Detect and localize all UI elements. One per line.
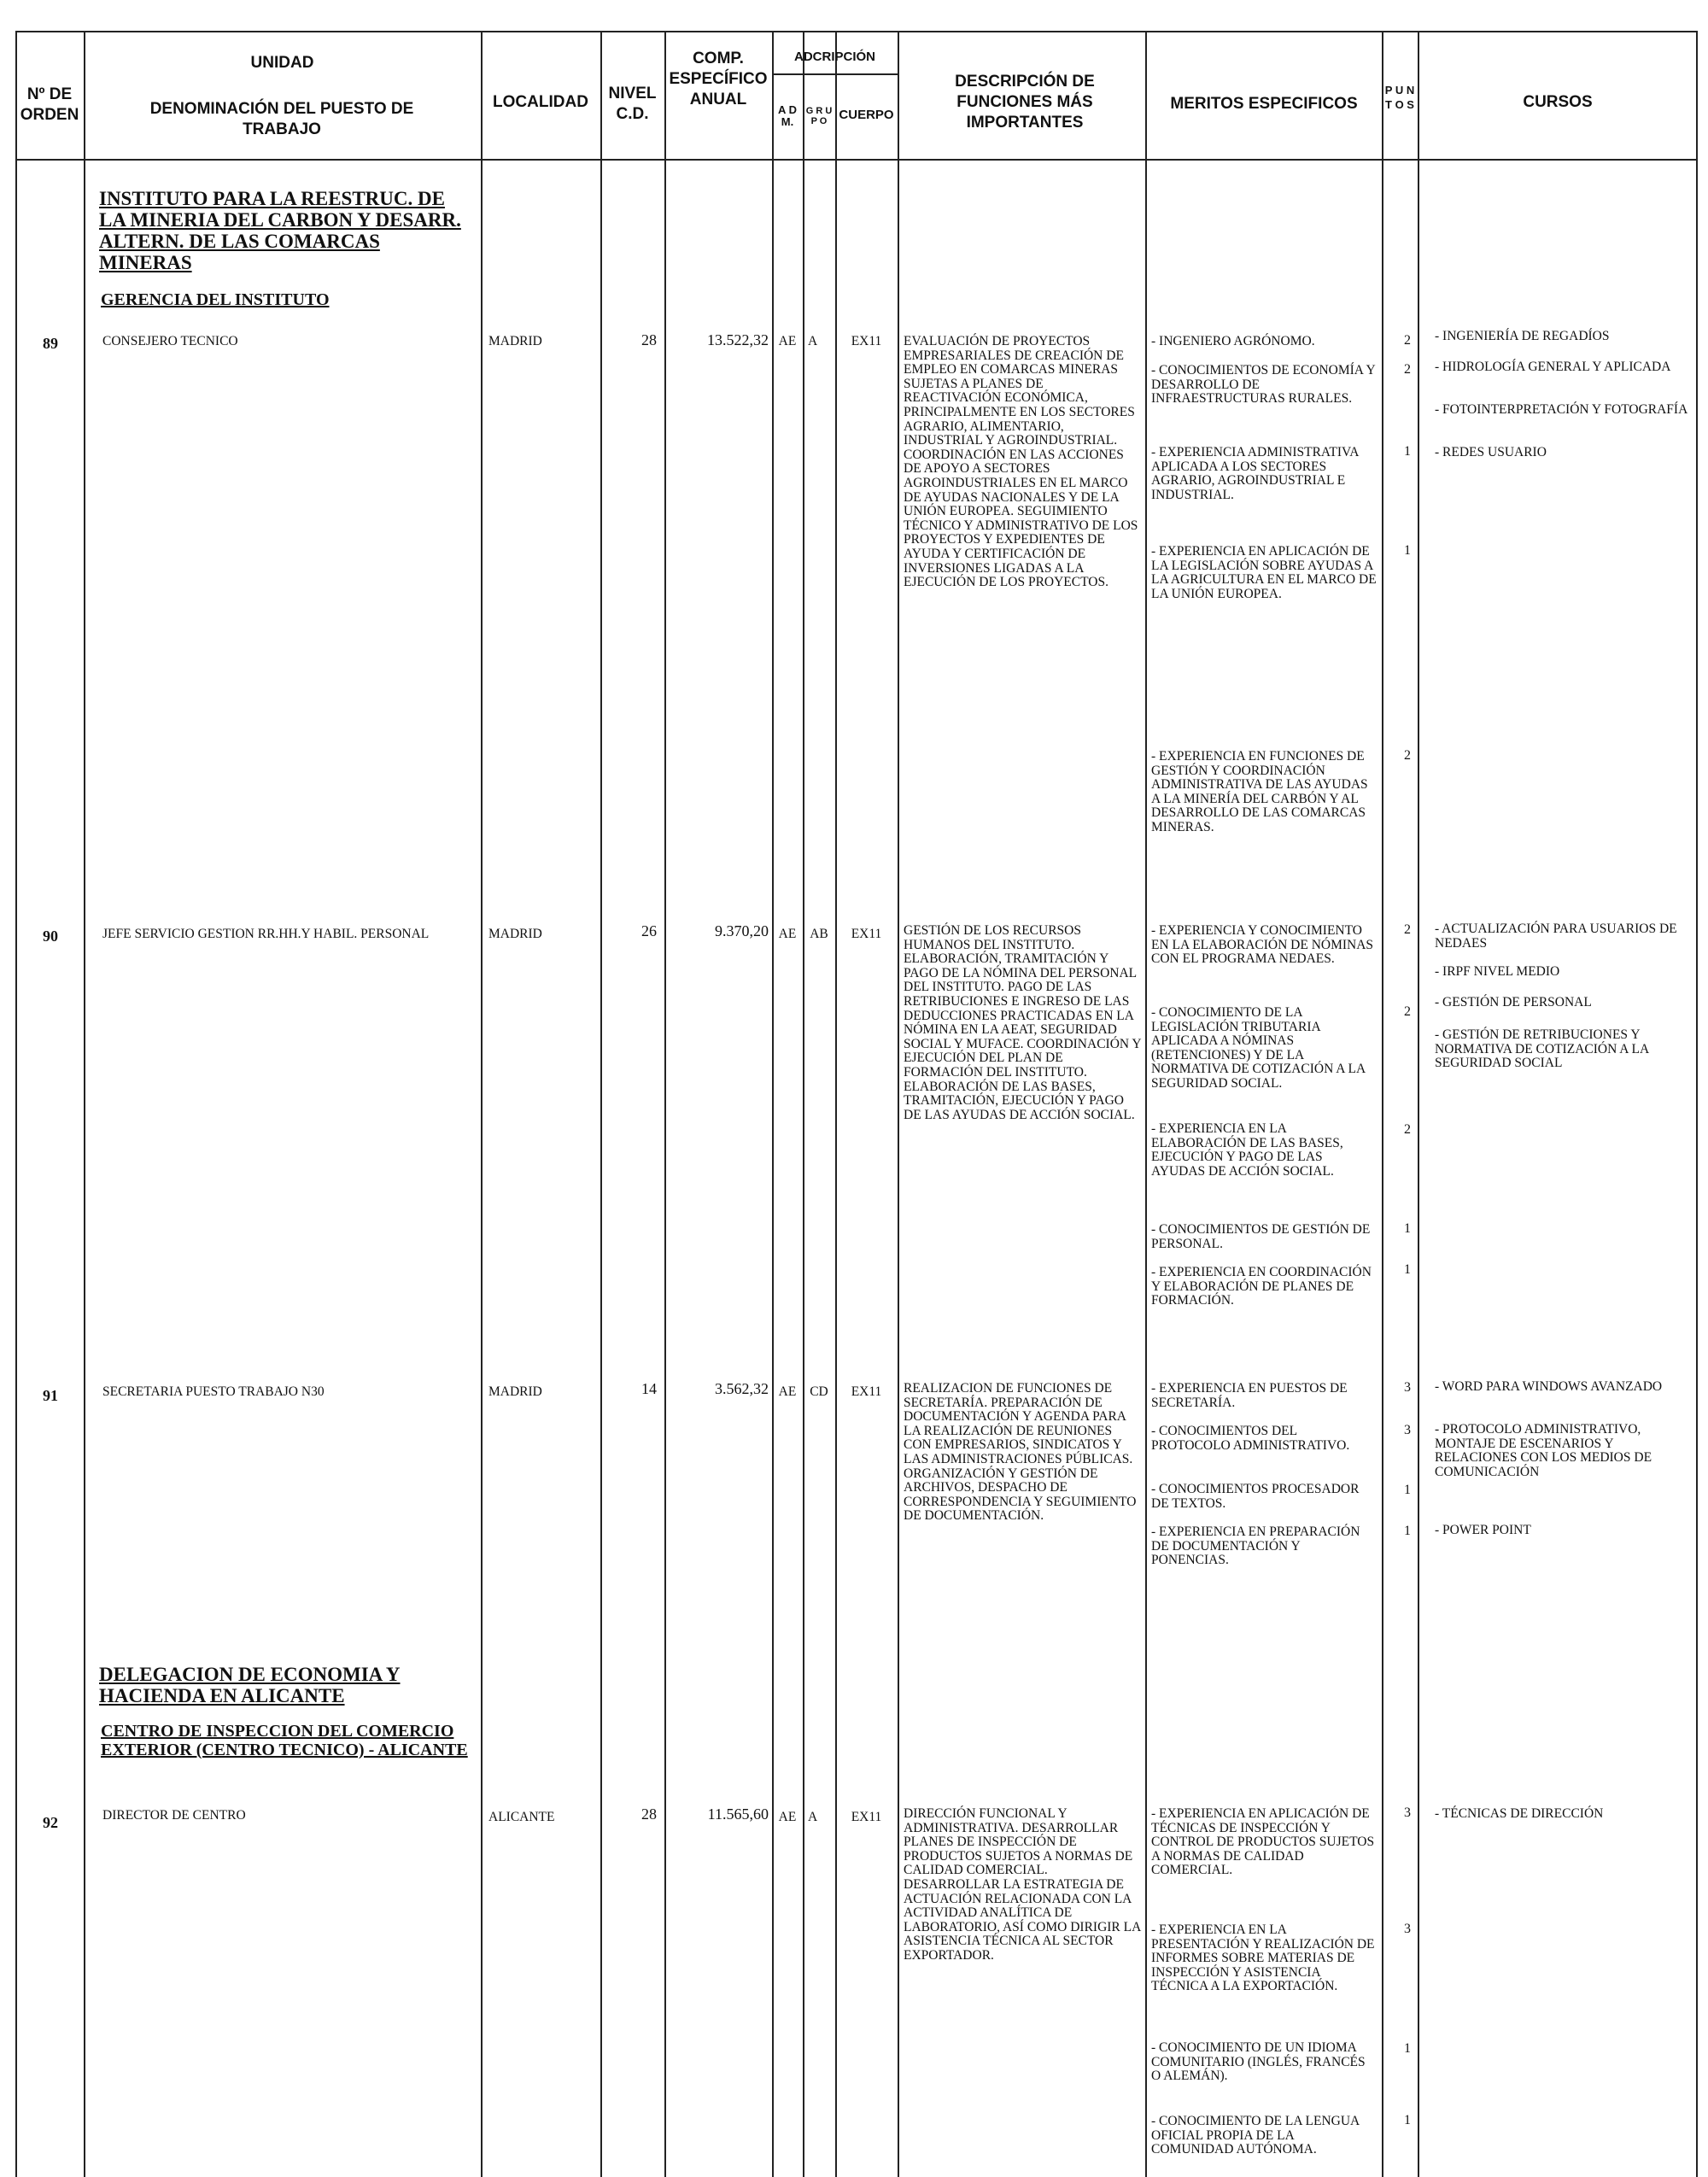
merito-puntos: 1: [1404, 2041, 1411, 2056]
row-descripcion: GESTIÓN DE LOS RECURSOS HUMANOS DEL INSTITUTO. ELABORACIÓN, TRAMITACIÓN Y PAGO DE LA NÓMINA DEL PERSONAL DEL INSTITUTO. PAGO DE LAS RETRIBUCIONES E INGRESO DE LAS DEDUCCIONES PRACTICADAS EN LA NÓMINA EN LA AEAT, SEGURIDAD SOCIAL Y MUFACE. COORDINACIÓN Y EJECUCIÓN DEL PLAN DE FORMACIÓN DEL INSTITUTO. ELABORACIÓN DE LAS BASES, TRAMITACIÓN, EJECUCIÓN Y PAGO DE LAS AYUDAS DE ACCIÓN SOCIAL.: [904, 923, 1142, 1122]
merito-item: - INGENIERO AGRÓNOMO.: [1151, 334, 1315, 348]
merito-item: - EXPERIENCIA EN FUNCIONES DE GESTIÓN Y COORDINACIÓN ADMINISTRATIVA DE LAS AYUDAS A LA MINERÍA DEL CARBÓN Y AL DESARROLLO DE LAS COMARCAS MINERAS.: [1151, 749, 1368, 834]
row-grupo: A: [808, 334, 818, 348]
row-orden: 89: [43, 335, 58, 352]
row-adm: AE: [778, 1384, 797, 1399]
row-comp: 13.522,32: [707, 331, 769, 348]
row-orden: 90: [43, 928, 58, 945]
curso-item: - GESTIÓN DE PERSONAL: [1435, 995, 1592, 1009]
header-descripcion: DESCRIPCIÓN DE FUNCIONES MÁS IMPORTANTES: [955, 73, 1095, 132]
curso-item: - GESTIÓN DE RETRIBUCIONES Y NORMATIVA DE COTIZACIÓN A LA SEGURIDAD SOCIAL: [1435, 1027, 1649, 1071]
merito-item: - EXPERIENCIA EN LA ELABORACIÓN DE LAS BASES, EJECUCIÓN Y PAGO DE LAS AYUDAS DE ACCIÓN SOCIAL.: [1151, 1121, 1343, 1179]
curso-item: - HIDROLOGÍA GENERAL Y APLICADA: [1435, 360, 1671, 374]
merito-puntos: 1: [1404, 444, 1411, 459]
header-orden: Nº DE ORDEN: [20, 85, 79, 124]
merito-puntos: 2: [1404, 1122, 1411, 1137]
column-divider: [803, 31, 804, 2177]
curso-item: - IRPF NIVEL MEDIO: [1435, 964, 1560, 979]
row-cuerpo: EX11: [851, 1384, 882, 1399]
row-comp: 9.370,20: [715, 922, 769, 939]
merito-item: - CONOCIMIENTOS DE GESTIÓN DE PERSONAL.: [1151, 1222, 1371, 1251]
row-nivel: 28: [641, 331, 657, 348]
merito-item: - EXPERIENCIA EN PREPARACIÓN DE DOCUMENTACIÓN Y PONENCIAS.: [1151, 1524, 1360, 1568]
row-descripcion: DIRECCIÓN FUNCIONAL Y ADMINISTRATIVA. DESARROLLAR PLANES DE INSPECCIÓN DE PRODUCTOS SUJETOS A NORMAS DE CALIDAD COMERCIAL. DESARROLLAR LA ESTRATEGIA DE ACTUACIÓN RELACIONADA CON LA ACTIVIDAD ANALÍTICA DE LABORATORIO, ASÍ COMO DIRIGIR LA ASISTENCIA TÉCNICA AL SECTOR EXPORTADOR.: [904, 1806, 1141, 1963]
merito-puntos: 2: [1404, 922, 1411, 937]
row-grupo: A: [808, 1810, 818, 1824]
section-subtitle: GERENCIA DEL INSTITUTO: [101, 290, 330, 309]
merito-puntos: 3: [1404, 1922, 1411, 1936]
row-puesto: JEFE SERVICIO GESTION RR.HH.Y HABIL. PERSONAL: [102, 927, 430, 941]
row-localidad: ALICANTE: [488, 1810, 555, 1824]
merito-puntos: 1: [1404, 1221, 1411, 1236]
merito-item: - EXPERIENCIA EN APLICACIÓN DE TÉCNICAS DE INSPECCIÓN Y CONTROL DE PRODUCTOS SUJETOS A NORMAS DE CALIDAD COMERCIAL.: [1151, 1806, 1375, 1878]
row-localidad: MADRID: [488, 927, 542, 941]
column-divider: [600, 31, 602, 2177]
row-cuerpo: EX11: [851, 927, 882, 941]
curso-item: - TÉCNICAS DE DIRECCIÓN: [1435, 1806, 1604, 1821]
merito-puntos: 1: [1404, 1483, 1411, 1497]
row-localidad: MADRID: [488, 334, 542, 348]
row-grupo: CD: [810, 1384, 828, 1399]
curso-item: - ACTUALIZACIÓN PARA USUARIOS DE NEDAES: [1435, 922, 1677, 951]
merito-puntos: 2: [1404, 748, 1411, 763]
header-bottom-rule: [15, 159, 1698, 161]
table-frame: [15, 31, 1698, 2177]
column-divider: [664, 31, 666, 2177]
merito-item: - CONOCIMIENTO DE LA LEGISLACIÓN TRIBUTARIA APLICADA A NÓMINAS (RETENCIONES) Y DE LA NORMATIVA DE COTIZACIÓN A LA SEGURIDAD SOCIAL.: [1151, 1005, 1366, 1091]
row-comp: 3.562,32: [715, 1380, 769, 1397]
column-divider: [835, 31, 837, 2177]
merito-item: - EXPERIENCIA EN COORDINACIÓN Y ELABORACIÓN DE PLANES DE FORMACIÓN.: [1151, 1265, 1372, 1308]
merito-puntos: 3: [1404, 1805, 1411, 1820]
row-nivel: 26: [641, 922, 657, 939]
curso-item: - WORD PARA WINDOWS AVANZADO: [1435, 1379, 1663, 1394]
row-adm: AE: [778, 927, 797, 941]
merito-item: - CONOCIMIENTOS DEL PROTOCOLO ADMINISTRATIVO.: [1151, 1424, 1350, 1453]
header-adm: A D M.: [778, 103, 797, 128]
row-puesto: SECRETARIA PUESTO TRABAJO N30: [102, 1384, 325, 1399]
merito-puntos: 1: [1404, 1524, 1411, 1538]
merito-puntos: 3: [1404, 1423, 1411, 1437]
column-divider: [84, 31, 85, 2177]
merito-puntos: 1: [1404, 1262, 1411, 1277]
merito-puntos: 2: [1404, 362, 1411, 377]
header-puntos: P U N T O S: [1384, 84, 1415, 111]
row-orden: 92: [43, 1814, 58, 1831]
merito-item: - CONOCIMIENTOS DE ECONOMÍA Y DESARROLLO DE INFRAESTRUCTURAS RURALES.: [1151, 363, 1376, 407]
header-cuerpo: CUERPO: [839, 108, 894, 122]
section-title: DELEGACION DE ECONOMIA Y HACIENDA EN ALICANTE: [99, 1664, 401, 1706]
row-nivel: 14: [641, 1380, 657, 1397]
row-cuerpo: EX11: [851, 1810, 882, 1824]
merito-item: - EXPERIENCIA EN PUESTOS DE SECRETARÍA.: [1151, 1381, 1348, 1410]
merito-puntos: 2: [1404, 333, 1411, 348]
header-grupo: G R U P O: [805, 106, 833, 126]
header-adcripcion: ADCRIPCIÓN: [793, 50, 875, 64]
section-title: INSTITUTO PARA LA REESTRUC. DE LA MINERIA DEL CARBON Y DESARR. ALTERN. DE LAS COMARCAS MINERAS: [99, 188, 461, 273]
row-cuerpo: EX11: [851, 334, 882, 348]
row-descripcion: REALIZACION DE FUNCIONES DE SECRETARÍA. PREPARACIÓN DE DOCUMENTACIÓN Y AGENDA PARA LA REALIZACIÓN DE REUNIONES CON EMPRESARIOS, SINDICATOS Y LAS ADMINISTRACIONES PÚBLICAS. ORGANIZACIÓN Y GESTIÓN DE ARCHIVOS, DESPACHO DE CORRESPONDENCIA Y SEGUIMIENTO DE DOCUMENTACIÓN.: [904, 1381, 1137, 1524]
merito-puntos: 1: [1404, 2113, 1411, 2127]
merito-puntos: 1: [1404, 543, 1411, 558]
merito-item: - CONOCIMIENTOS PROCESADOR DE TEXTOS.: [1151, 1482, 1360, 1511]
merito-item: - EXPERIENCIA ADMINISTRATIVA APLICADA A LOS SECTORES AGRARIO, AGROINDUSTRIAL E INDUSTRIAL.: [1151, 445, 1359, 502]
merito-item: - EXPERIENCIA EN LA PRESENTACIÓN Y REALIZACIÓN DE INFORMES SOBRE MATERIAS DE INSPECCIÓN Y ASISTENCIA TÉCNICA A LA EXPORTACIÓN.: [1151, 1922, 1375, 1994]
column-divider: [772, 31, 774, 2177]
merito-puntos: 3: [1404, 1380, 1411, 1395]
section-subtitle: CENTRO DE INSPECCION DEL COMERCIO EXTERIOR (CENTRO TECNICO) - ALICANTE: [101, 1722, 468, 1759]
row-orden: 91: [43, 1387, 58, 1404]
column-divider: [1382, 31, 1383, 2177]
row-puesto: DIRECTOR DE CENTRO: [102, 1808, 246, 1823]
row-localidad: MADRID: [488, 1384, 542, 1399]
curso-item: - POWER POINT: [1435, 1523, 1531, 1537]
row-adm: AE: [778, 1810, 797, 1824]
column-divider: [1418, 31, 1419, 2177]
header-localidad: LOCALIDAD: [493, 93, 588, 111]
header-meritos: MERITOS ESPECIFICOS: [1170, 95, 1358, 113]
header-cursos: CURSOS: [1523, 93, 1593, 111]
merito-puntos: 2: [1404, 1004, 1411, 1019]
row-grupo: AB: [810, 927, 828, 941]
merito-item: - CONOCIMIENTO DE UN IDIOMA COMUNITARIO (INGLÉS, FRANCÉS O ALEMÁN).: [1151, 2040, 1366, 2084]
curso-item: - FOTOINTERPRETACIÓN Y FOTOGRAFÍA: [1435, 402, 1688, 417]
row-descripcion: EVALUACIÓN DE PROYECTOS EMPRESARIALES DE CREACIÓN DE EMPLEO EN COMARCAS MINERAS SUJETAS A PLANES DE REACTIVACIÓN ECONÓMICA, PRINCIPALMENTE EN LOS SECTORES AGRARIO, ALIMENTARIO, INDUSTRIAL Y AGROINDUSTRIAL. COORDINACIÓN EN LAS ACCIONES DE APOYO A SECTORES AGROINDUSTRIALES EN EL MARCO DE AYUDAS NACIONALES Y DE LA UNIÓN EUROPEA. SEGUIMIENTO TÉCNICO Y ADMINISTRATIVO DE LOS PROYECTOS Y EXPEDIENTES DE AYUDA Y CERTIFICACIÓN DE INVERSIONES LIGADAS A LA EJECUCIÓN DE LOS PROYECTOS.: [904, 334, 1138, 590]
column-divider: [898, 31, 899, 2177]
row-puesto: CONSEJERO TECNICO: [102, 334, 238, 348]
column-divider: [1145, 31, 1147, 2177]
row-nivel: 28: [641, 1805, 657, 1823]
header-comp: COMP. ESPECÍFICO ANUAL: [669, 50, 768, 108]
merito-item: - EXPERIENCIA Y CONOCIMIENTO EN LA ELABORACIÓN DE NÓMINAS CON EL PROGRAMA NEDAES.: [1151, 923, 1374, 967]
header-nivel: NIVEL C.D.: [608, 85, 657, 123]
header-denominacion: DENOMINACIÓN DEL PUESTO DE TRABAJO: [149, 100, 414, 138]
curso-item: - INGENIERÍA DE REGADÍOS: [1435, 329, 1610, 343]
header-unidad: UNIDAD: [250, 54, 314, 72]
merito-item: - EXPERIENCIA EN APLICACIÓN DE LA LEGISLACIÓN SOBRE AYUDAS A LA AGRICULTURA EN EL MARCO DE LA UNIÓN EUROPEA.: [1151, 544, 1377, 601]
curso-item: - REDES USUARIO: [1435, 445, 1547, 459]
row-comp: 11.565,60: [707, 1805, 769, 1823]
merito-item: - CONOCIMIENTO DE LA LENGUA OFICIAL PROPIA DE LA COMUNIDAD AUTÓNOMA.: [1151, 2114, 1360, 2157]
column-divider: [481, 31, 483, 2177]
row-adm: AE: [778, 334, 797, 348]
curso-item: - PROTOCOLO ADMINISTRATIVO, MONTAJE DE ESCENARIOS Y RELACIONES CON LOS MEDIOS DE COMUNICACIÓN: [1435, 1422, 1652, 1479]
